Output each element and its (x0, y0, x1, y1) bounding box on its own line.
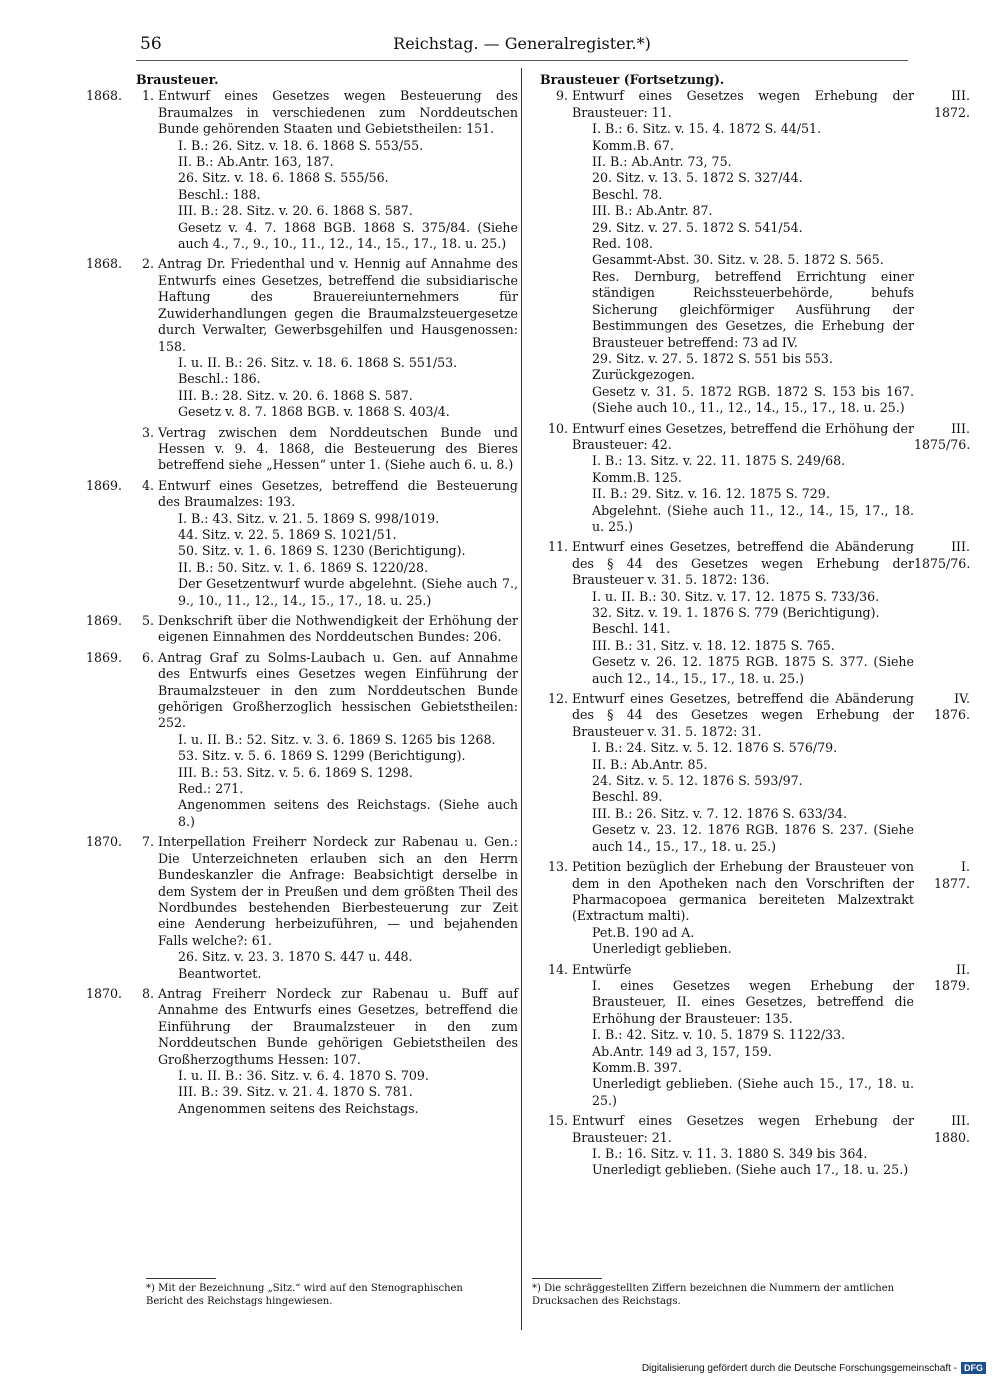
entry-line: I. B.: 42. Sitz. v. 10. 5. 1879 S. 1122/33. (592, 1027, 846, 1043)
entry-line: I. B.: 16. Sitz. v. 11. 3. 1880 S. 349 bis 364. (592, 1146, 868, 1161)
entry-line: 29. Sitz. v. 27. 5. 1872 S. 541/54. (592, 219, 803, 235)
entry-number: 5. (141, 613, 154, 628)
entry-text (572, 691, 914, 855)
header-rule (136, 60, 908, 61)
entry-line: I. u. II. B.: 26. Sitz. v. 18. 6. 1868 S. 551/53. (178, 354, 458, 370)
session-label: 1880. (933, 1129, 970, 1145)
footnote-left: *) Mit der Bezeichnung „Sitz.“ wird auf den Stenographischen Bericht des Reichstags hingewiesen. (146, 1283, 463, 1307)
session-label: II. (956, 961, 970, 977)
entry-session (914, 421, 970, 536)
entry-text (572, 421, 914, 536)
entry-number: 8. (141, 985, 154, 1001)
entry-line: 24. Sitz. v. 5. 12. 1876 S. 593/97. (592, 773, 803, 789)
entry-number: 4. (141, 477, 154, 493)
entry-line: Angenommen seitens des Reichstags. (Siehe auch 8.) (178, 797, 518, 829)
entry-session (914, 859, 970, 957)
entry-line: Entwurf eines Gesetzes wegen Erhebung der Brausteuer: 21. (572, 1113, 914, 1145)
entry-line: III. B.: Ab.Antr. 87. (592, 203, 713, 219)
entry-line: Entwurf eines Gesetzes, betreffend die Erhöhung der Brausteuer: 42. (572, 420, 914, 452)
entry-line: II. B.: Ab.Antr. 73, 75. (592, 154, 732, 170)
register-entry (530, 421, 970, 536)
entry-line: Unerledigt geblieben. (Siehe auch 15., 17., 18. u. 25.) (592, 1076, 914, 1108)
entry-year: 1868. (85, 256, 122, 272)
session-label: 1876. (933, 707, 970, 723)
entry-line: Komm.B. 397. (592, 1059, 682, 1075)
entry-number: 10. (547, 420, 568, 436)
session-label: 1872. (933, 104, 970, 120)
entry-number: 12. (547, 691, 568, 707)
entry-line: II. B.: 29. Sitz. v. 16. 12. 1875 S. 729. (592, 486, 830, 502)
entry-line: Zurückgezogen. (592, 367, 696, 383)
entry-line: Pet.B. 190 ad A. (592, 924, 695, 940)
entry-text (572, 88, 914, 416)
register-entry (60, 88, 518, 252)
left-section-heading: Brausteuer. (136, 72, 219, 87)
session-label: IV. (954, 691, 970, 707)
entry-line: Ab.Antr. 149 ad 3, 157, 159. (592, 1043, 772, 1059)
entry-line: I. B.: 24. Sitz. v. 5. 12. 1876 S. 576/79. (592, 740, 838, 756)
entry-line: III. B.: 39. Sitz. v. 21. 4. 1870 S. 781. (178, 1084, 413, 1100)
entry-line: Antrag Graf zu Solms-Laubach u. Gen. auf Annahme des Entwurfs eines Gesetzes wegen Einführung der Braumalzsteuer in den zum Norddeutschen Bunde gehörigen Großherzoglich hessischen Gebietstheilen: 252. (158, 649, 518, 731)
entry-number: 15. (547, 1113, 568, 1129)
entry-number: 14. (547, 961, 568, 977)
entry-line: Antrag Dr. Friedenthal und v. Hennig auf Annahme des Entwurfs eines Gesetzes, betreffend die subsidiarische Haftung des Brauereiunternehmers für Zuwiderhandlungen gegen die Braumalzsteuergesetze durch Verwalter, Gewerbsgehilfen und Hausgenossen: 158. (158, 256, 518, 354)
entry-line: I. B.: 26. Sitz. v. 18. 6. 1868 S. 553/55. (178, 137, 424, 153)
register-entry (530, 539, 970, 687)
register-entry (530, 691, 970, 855)
entry-number: 1. (141, 88, 154, 104)
entry-line: II. B.: Ab.Antr. 85. (592, 756, 708, 772)
entry-line: Beantwortet. (178, 965, 262, 981)
entry-line: Entwurf eines Gesetzes, betreffend die Besteuerung des Braumalzes: 193. (158, 477, 518, 510)
entry-line: I. B.: 6. Sitz. v. 15. 4. 1872 S. 44/51. (592, 121, 822, 137)
entry-line: Angenommen seitens des Reichstags. (178, 1100, 419, 1116)
session-label: III. (951, 420, 970, 436)
entry-year: 1869. (85, 613, 122, 628)
register-entry (530, 859, 970, 957)
entry-session (914, 691, 970, 855)
entry-year: 1869. (85, 649, 122, 665)
entry-year: 1869. (85, 477, 122, 493)
entry-line: Entwurf eines Gesetzes, betreffend die Abänderung des § 44 des Gesetzes wegen Erhebung der Brausteuer v. 31. 5. 1872: 31. (572, 691, 914, 739)
entry-number: 6. (141, 649, 154, 665)
entry-line: Beschl. 78. (592, 186, 663, 202)
entry-line: Beschl.: 188. (178, 186, 261, 202)
entry-text (572, 962, 914, 1110)
register-entry (60, 986, 518, 1117)
entry-line: I. B.: 43. Sitz. v. 21. 5. 1869 S. 998/1019. (178, 510, 440, 526)
entry-line: Unerledigt geblieben. (Siehe auch 17., 18. u. 25.) (592, 1162, 909, 1178)
entry-number: 11. (547, 539, 568, 555)
page-number: 56 (140, 34, 162, 54)
session-label: 1875/76. (914, 555, 971, 571)
entry-line: Gesetz v. 8. 7. 1868 BGB. v. 1868 S. 403/4. (178, 404, 450, 420)
right-section-heading: Brausteuer (Fortsetzung). (540, 72, 725, 87)
entry-line: Entwurf eines Gesetzes, betreffend die Abänderung des § 44 des Gesetzes wegen Erhebung der Brausteuer v. 31. 5. 1872: 136. (572, 539, 914, 588)
register-entry (60, 478, 518, 609)
entry-line: Der Gesetzentwurf wurde abgelehnt. (Siehe auch 7., 9., 10., 11., 12., 14., 15., 17., 18. u. 25.) (178, 576, 518, 608)
entry-line: Antrag Freiherr Nordeck zur Rabenau u. Buff auf Annahme des Entwurfs eines Gesetzes, betreffend die Einführung der Braumalzsteuer in den zum Norddeutschen Bunde gehörigen Gebietstheilen des Großherzogthums Hessen: 107. (158, 985, 518, 1067)
entry-line: 32. Sitz. v. 19. 1. 1876 S. 779 (Berichtigung). (592, 605, 880, 620)
entry-number: 3. (141, 424, 154, 440)
credit-text: Digitalisierung gefördert durch die Deutsche Forschungsgemeinschaft - (641, 1362, 957, 1374)
running-title: Reichstag. — Generalregister.*) (393, 34, 651, 53)
entry-line: I. u. II. B.: 36. Sitz. v. 6. 4. 1870 S. 709. (178, 1067, 429, 1083)
entry-text (158, 478, 518, 609)
entry-number: 2. (141, 256, 154, 272)
entry-line: III. B.: 28. Sitz. v. 20. 6. 1868 S. 587. (178, 203, 413, 219)
entry-line: Unerledigt geblieben. (592, 941, 732, 957)
register-entry (60, 834, 518, 982)
entry-year: 1870. (85, 834, 122, 850)
entry-line: Denkschrift über die Nothwendigkeit der Erhöhung der eigenen Einnahmen des Norddeutschen Bundes: 206. (158, 613, 518, 645)
entry-line: II. B.: 50. Sitz. v. 1. 6. 1869 S. 1220/28. (178, 559, 429, 575)
entry-year: 1870. (85, 985, 122, 1001)
entry-line: Res. Dernburg, betreffend Errichtung einer ständigen Reichssteuerbehörde, behufs Sicherung gleichförmiger Ausführung der Bestimmungen des Gesetzes, die Erhebung der Brausteuer betreffend: 73 ad IV. (592, 268, 914, 350)
entry-line: Gesetz v. 26. 12. 1875 RGB. 1875 S. 377. (Siehe auch 12., 14., 15., 17., 18. u. 25.) (592, 654, 914, 686)
entry-line: Gesetz v. 23. 12. 1876 RGB. 1876 S. 237. (Siehe auch 14., 15., 17., 18. u. 25.) (592, 822, 914, 854)
entry-text (572, 1113, 914, 1179)
entry-line: Red.: 271. (178, 781, 244, 797)
entry-session (914, 1113, 970, 1179)
register-entry (60, 256, 518, 420)
register-entry (530, 962, 970, 1110)
entry-year (60, 425, 136, 474)
register-entry (60, 650, 518, 830)
entry-line: Beschl.: 186. (178, 371, 261, 387)
left-entries (60, 88, 518, 1117)
entry-line: 29. Sitz. v. 27. 5. 1872 S. 551 bis 553. (592, 350, 833, 366)
entry-line: Petition bezüglich der Erhebung der Brausteuer von dem in den Apotheken nach den Vorschriften der Pharmacopoea germanica bereiteten Malzextrakt (Extractum malti). (572, 859, 914, 924)
session-label: III. (951, 1113, 970, 1129)
entry-line: 50. Sitz. v. 1. 6. 1869 S. 1230 (Berichtigung). (178, 543, 466, 559)
entry-line: I. B.: 13. Sitz. v. 22. 11. 1875 S. 249/68. (592, 453, 846, 469)
entry-text (572, 539, 914, 687)
entry-text (572, 859, 914, 957)
entry-line: Beschl. 141. (592, 621, 671, 637)
entry-line: 26. Sitz. v. 18. 6. 1868 S. 555/56. (178, 170, 389, 186)
footnote-rule-right (532, 1278, 602, 1279)
entry-line: I. u. II. B.: 52. Sitz. v. 3. 6. 1869 S. 1265 bis 1268. (178, 731, 496, 747)
page-header (136, 30, 908, 60)
entry-session (914, 88, 970, 416)
entry-session (914, 962, 970, 1110)
session-label: III. (951, 539, 970, 555)
entry-line: III. B.: 31. Sitz. v. 18. 12. 1875 S. 765. (592, 637, 835, 653)
entry-text (158, 425, 518, 474)
entry-line: Beschl. 89. (592, 789, 663, 805)
entry-line: Gesetz v. 4. 7. 1868 BGB. 1868 S. 375/84. (Siehe auch 4., 7., 9., 10., 11., 12., 14., 15., 17., 18. u. 25.) (178, 219, 518, 252)
register-entry (60, 613, 518, 646)
entry-line: I. eines Gesetzes wegen Erhebung der Brausteuer, II. eines Gesetzes, betreffend die Erhöhung der Brausteuer: 135. (592, 977, 914, 1026)
entry-line: 20. Sitz. v. 13. 5. 1872 S. 327/44. (592, 170, 803, 186)
register-entry (530, 1113, 970, 1179)
entry-line: 26. Sitz. v. 23. 3. 1870 S. 447 u. 448. (178, 949, 413, 965)
column-divider (521, 68, 522, 1330)
entry-line: III. B.: 26. Sitz. v. 7. 12. 1876 S. 633/34. (592, 805, 848, 821)
entry-text (158, 256, 518, 420)
entry-session (914, 539, 970, 687)
footnote-right: *) Die schräggestellten Ziffern bezeichnen die Nummern der amtlichen Drucksachen des Reichstags. (532, 1283, 895, 1307)
register-entry (530, 88, 970, 416)
register-entry (60, 425, 518, 474)
entry-line: Gesammt-Abst. 30. Sitz. v. 28. 5. 1872 S. 565. (592, 252, 884, 268)
entry-text (158, 650, 518, 830)
entry-text (158, 88, 518, 252)
session-label: III. (951, 88, 970, 104)
right-column (530, 72, 970, 1183)
entry-line: III. B.: 53. Sitz. v. 5. 6. 1869 S. 1298. (178, 764, 413, 780)
entry-line: III. B.: 28. Sitz. v. 20. 6. 1868 S. 587. (178, 387, 413, 403)
entry-line: Entwurf eines Gesetzes wegen Besteuerung des Braumalzes in verschiedenen zum Norddeutschen Bunde gehörenden Staaten und Gebietstheilen: 151. (158, 88, 518, 137)
entry-line: 53. Sitz. v. 5. 6. 1869 S. 1299 (Berichtigung). (178, 748, 466, 764)
session-label: 1877. (933, 875, 970, 891)
digitization-credit (642, 1362, 986, 1374)
dfg-logo: DFG (961, 1362, 986, 1374)
footnote-rule-left (146, 1278, 216, 1279)
entry-line: Entwürfe (572, 961, 632, 977)
entry-line: Komm.B. 67. (592, 137, 674, 153)
entry-number: 7. (141, 834, 154, 850)
entry-number: 9. (555, 88, 568, 104)
entry-number: 13. (547, 859, 568, 875)
entry-line: Vertrag zwischen dem Norddeutschen Bunde und Hessen v. 9. 4. 1868, die Besteuerung des Bieres betreffend siehe „Hessen“ unter 1. (Siehe auch 6. u. 8.) (158, 424, 518, 473)
entry-line: Interpellation Freiherr Nordeck zur Rabenau u. Gen.: Die Unterzeichneten erlauben sich an den Herrn Bundeskanzler die Anfrage: Beabsichtigt derselbe in dem System der in Preußen und dem größten Theil des Nordbundes bestehenden Bierbesteuerung zur Zeit eine Aenderung herbeizuführen, — und bejahenden Falls welche?: 61. (158, 834, 518, 948)
entry-line: Red. 108. (592, 236, 654, 252)
entry-line: II. B.: Ab.Antr. 163, 187. (178, 154, 334, 170)
entry-text (158, 613, 518, 646)
session-label: I. (961, 859, 970, 875)
entry-line: Gesetz v. 31. 5. 1872 RGB. 1872 S. 153 bis 167. (Siehe auch 10., 11., 12., 14., 15., 17., 18. u. 25.) (592, 383, 914, 416)
entry-line: Abgelehnt. (Siehe auch 11., 12., 14., 15, 17., 18. u. 25.) (592, 502, 914, 534)
session-label: 1879. (933, 977, 970, 993)
entry-year: 1868. (85, 88, 122, 104)
entry-line: Komm.B. 125. (592, 469, 682, 485)
left-column (60, 72, 518, 1121)
session-label: 1875/76. (914, 436, 971, 452)
entry-line: Entwurf eines Gesetzes wegen Erhebung der Brausteuer: 11. (572, 88, 914, 120)
right-entries (530, 88, 970, 1178)
entry-text (158, 834, 518, 982)
entry-line: 44. Sitz. v. 22. 5. 1869 S. 1021/51. (178, 526, 397, 542)
entry-text (158, 986, 518, 1117)
entry-line: I. u. II. B.: 30. Sitz. v. 17. 12. 1875 S. 733/36. (592, 588, 880, 604)
